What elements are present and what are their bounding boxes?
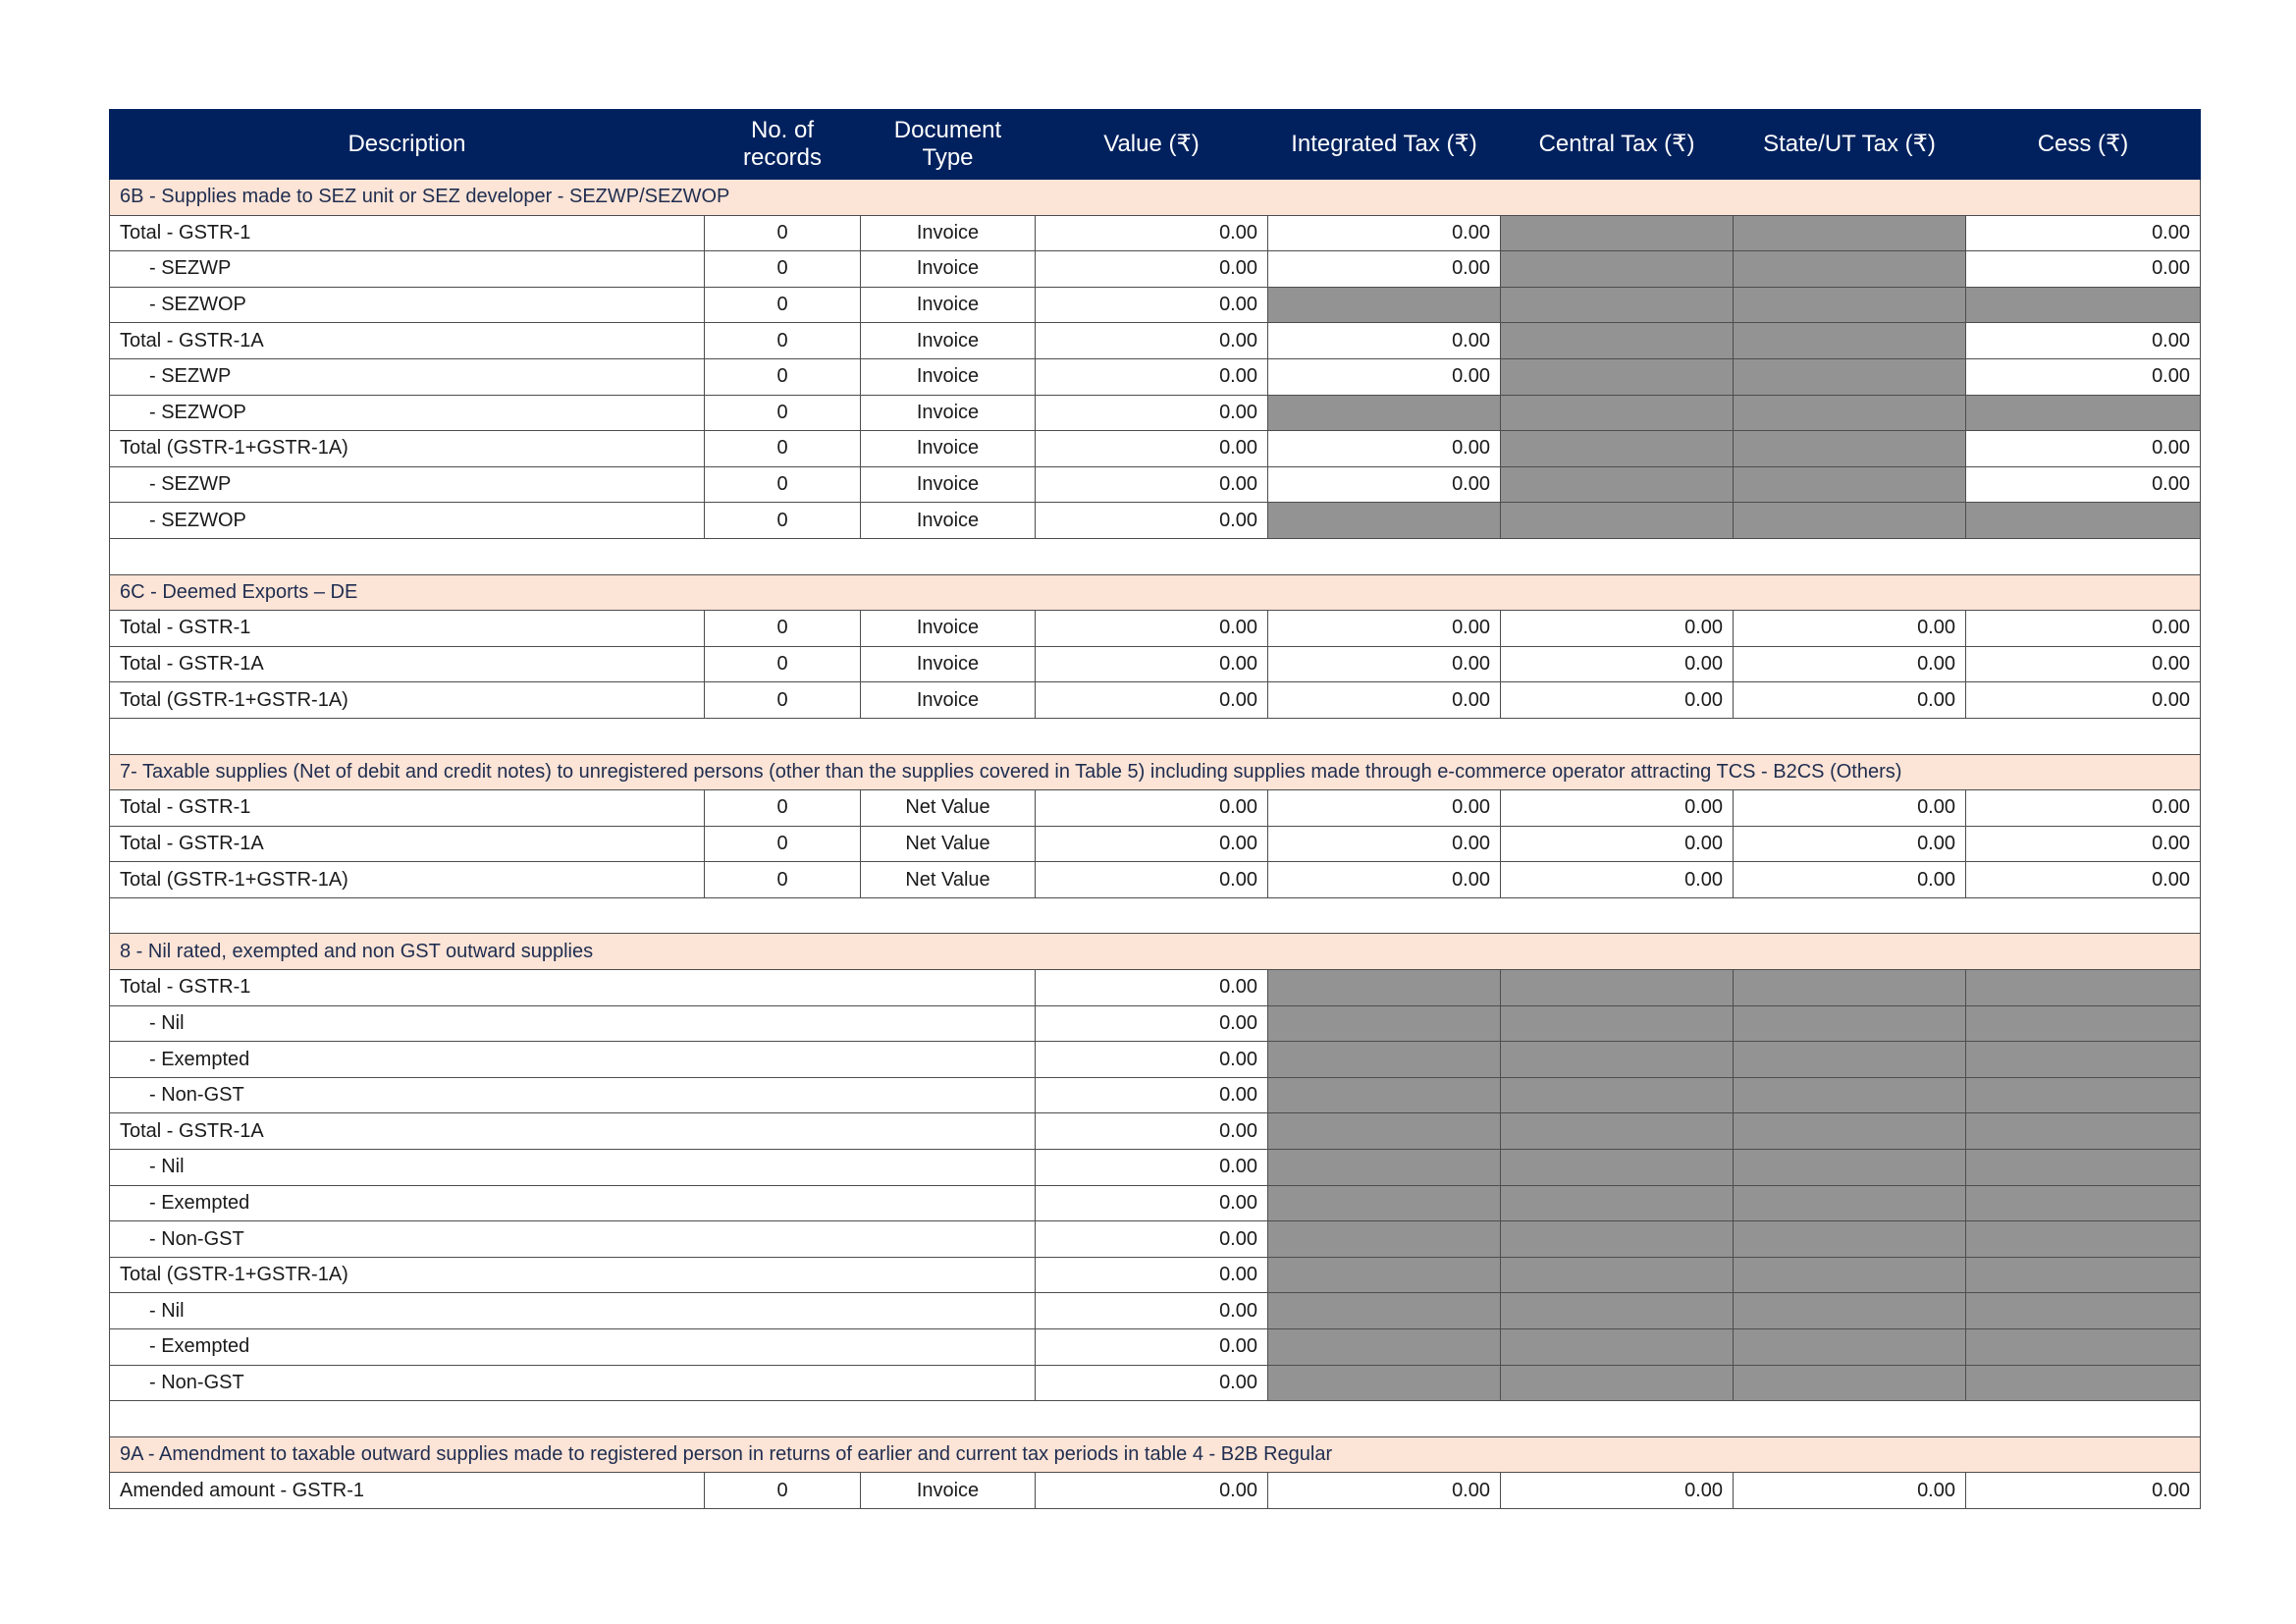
cell-integrated-tax: 0.00 bbox=[1268, 790, 1501, 827]
disabled-cell-state-ut-tax bbox=[1734, 970, 1966, 1006]
cell-cess: 0.00 bbox=[1966, 358, 2201, 395]
header-value: Value (₹) bbox=[1036, 110, 1268, 180]
cell-document-type: Invoice bbox=[861, 466, 1036, 503]
cell-no-of-records: 0 bbox=[705, 862, 861, 898]
cell-value: 0.00 bbox=[1036, 323, 1268, 359]
disabled-cell-integrated-tax bbox=[1268, 1005, 1501, 1042]
disabled-cell-state-ut-tax bbox=[1734, 431, 1966, 467]
cell-value: 0.00 bbox=[1036, 1365, 1268, 1401]
cell-value: 0.00 bbox=[1036, 1473, 1268, 1509]
table-row bbox=[110, 1257, 2201, 1293]
disabled-cell-central-tax bbox=[1501, 1329, 1734, 1366]
row-description: Total - GSTR-1A bbox=[110, 646, 705, 682]
table-row bbox=[110, 1221, 2201, 1258]
row-description: - SEZWP bbox=[110, 358, 705, 395]
table-row bbox=[110, 682, 2201, 719]
cell-state-ut-tax: 0.00 bbox=[1734, 682, 1966, 719]
cell-value: 0.00 bbox=[1036, 1257, 1268, 1293]
cell-value: 0.00 bbox=[1036, 1221, 1268, 1258]
cell-document-type: Invoice bbox=[861, 682, 1036, 719]
spacer-cell bbox=[110, 1401, 2201, 1437]
disabled-cell-state-ut-tax bbox=[1734, 1257, 1966, 1293]
table-row bbox=[110, 323, 2201, 359]
disabled-cell-central-tax bbox=[1501, 1293, 1734, 1329]
disabled-cell-central-tax bbox=[1501, 503, 1734, 539]
spacer-row bbox=[110, 897, 2201, 934]
row-description: - Non-GST bbox=[110, 1365, 1036, 1401]
disabled-cell-cess bbox=[1966, 1365, 2201, 1401]
disabled-cell-integrated-tax bbox=[1268, 1329, 1501, 1366]
row-description: Total - GSTR-1 bbox=[110, 970, 1036, 1006]
cell-value: 0.00 bbox=[1036, 431, 1268, 467]
header-no-of-records: No. of records bbox=[705, 110, 861, 180]
table-row bbox=[110, 1150, 2201, 1186]
row-description: Total (GSTR-1+GSTR-1A) bbox=[110, 1257, 1036, 1293]
row-description: - Exempted bbox=[110, 1329, 1036, 1366]
row-description: Total - GSTR-1A bbox=[110, 826, 705, 862]
cell-central-tax: 0.00 bbox=[1501, 1473, 1734, 1509]
table-row bbox=[110, 1113, 2201, 1150]
section-title: 9A - Amendment to taxable outward supplies made to registered person in returns of earlier and current tax periods in table 4 - B2B Regular bbox=[110, 1436, 2201, 1473]
disabled-cell-integrated-tax bbox=[1268, 287, 1501, 323]
cell-document-type: Net Value bbox=[861, 790, 1036, 827]
cell-state-ut-tax: 0.00 bbox=[1734, 646, 1966, 682]
table-row bbox=[110, 466, 2201, 503]
cell-value: 0.00 bbox=[1036, 395, 1268, 431]
cell-value: 0.00 bbox=[1036, 826, 1268, 862]
row-description: - Exempted bbox=[110, 1185, 1036, 1221]
cell-state-ut-tax: 0.00 bbox=[1734, 790, 1966, 827]
table-row bbox=[110, 503, 2201, 539]
disabled-cell-cess bbox=[1966, 970, 2201, 1006]
disabled-cell-central-tax bbox=[1501, 466, 1734, 503]
table-row bbox=[110, 395, 2201, 431]
cell-state-ut-tax: 0.00 bbox=[1734, 1473, 1966, 1509]
cell-central-tax: 0.00 bbox=[1501, 826, 1734, 862]
cell-no-of-records: 0 bbox=[705, 395, 861, 431]
cell-no-of-records: 0 bbox=[705, 611, 861, 647]
cell-value: 0.00 bbox=[1036, 1005, 1268, 1042]
header-description: Description bbox=[110, 110, 705, 180]
row-description: - Nil bbox=[110, 1005, 1036, 1042]
disabled-cell-cess bbox=[1966, 1150, 2201, 1186]
disabled-cell-state-ut-tax bbox=[1734, 1329, 1966, 1366]
cell-document-type: Invoice bbox=[861, 251, 1036, 288]
row-description: Total - GSTR-1 bbox=[110, 790, 705, 827]
row-description: - Non-GST bbox=[110, 1077, 1036, 1113]
section-title: 6C - Deemed Exports – DE bbox=[110, 574, 2201, 611]
disabled-cell-central-tax bbox=[1501, 1042, 1734, 1078]
disabled-cell-integrated-tax bbox=[1268, 1077, 1501, 1113]
cell-integrated-tax: 0.00 bbox=[1268, 251, 1501, 288]
cell-integrated-tax: 0.00 bbox=[1268, 862, 1501, 898]
table-row bbox=[110, 611, 2201, 647]
cell-no-of-records: 0 bbox=[705, 646, 861, 682]
cell-cess: 0.00 bbox=[1966, 611, 2201, 647]
cell-value: 0.00 bbox=[1036, 1113, 1268, 1150]
table-row bbox=[110, 646, 2201, 682]
cell-value: 0.00 bbox=[1036, 1185, 1268, 1221]
row-description: - Nil bbox=[110, 1293, 1036, 1329]
cell-no-of-records: 0 bbox=[705, 503, 861, 539]
cell-document-type: Invoice bbox=[861, 358, 1036, 395]
disabled-cell-integrated-tax bbox=[1268, 1113, 1501, 1150]
disabled-cell-cess bbox=[1966, 1329, 2201, 1366]
cell-value: 0.00 bbox=[1036, 1150, 1268, 1186]
cell-no-of-records: 0 bbox=[705, 358, 861, 395]
disabled-cell-central-tax bbox=[1501, 1077, 1734, 1113]
table-row bbox=[110, 1042, 2201, 1078]
cell-integrated-tax: 0.00 bbox=[1268, 358, 1501, 395]
cell-state-ut-tax: 0.00 bbox=[1734, 826, 1966, 862]
cell-value: 0.00 bbox=[1036, 970, 1268, 1006]
cell-no-of-records: 0 bbox=[705, 682, 861, 719]
row-description: Total - GSTR-1 bbox=[110, 611, 705, 647]
disabled-cell-integrated-tax bbox=[1268, 1257, 1501, 1293]
disabled-cell-state-ut-tax bbox=[1734, 1042, 1966, 1078]
section-header-row bbox=[110, 180, 2201, 216]
disabled-cell-cess bbox=[1966, 395, 2201, 431]
row-description: Total (GSTR-1+GSTR-1A) bbox=[110, 862, 705, 898]
cell-value: 0.00 bbox=[1036, 287, 1268, 323]
cell-document-type: Net Value bbox=[861, 826, 1036, 862]
row-description: Amended amount - GSTR-1 bbox=[110, 1473, 705, 1509]
disabled-cell-central-tax bbox=[1501, 1365, 1734, 1401]
cell-integrated-tax: 0.00 bbox=[1268, 826, 1501, 862]
cell-document-type: Invoice bbox=[861, 215, 1036, 251]
header-cess: Cess (₹) bbox=[1966, 110, 2201, 180]
cell-document-type: Net Value bbox=[861, 862, 1036, 898]
cell-no-of-records: 0 bbox=[705, 790, 861, 827]
table-row bbox=[110, 1365, 2201, 1401]
cell-value: 0.00 bbox=[1036, 682, 1268, 719]
disabled-cell-state-ut-tax bbox=[1734, 1365, 1966, 1401]
row-description: - SEZWOP bbox=[110, 287, 705, 323]
disabled-cell-central-tax bbox=[1501, 215, 1734, 251]
disabled-cell-state-ut-tax bbox=[1734, 1221, 1966, 1258]
disabled-cell-central-tax bbox=[1501, 970, 1734, 1006]
cell-document-type: Invoice bbox=[861, 503, 1036, 539]
cell-integrated-tax: 0.00 bbox=[1268, 323, 1501, 359]
disabled-cell-integrated-tax bbox=[1268, 503, 1501, 539]
table-row bbox=[110, 251, 2201, 288]
spacer-row bbox=[110, 538, 2201, 574]
disabled-cell-central-tax bbox=[1501, 358, 1734, 395]
disabled-cell-cess bbox=[1966, 1005, 2201, 1042]
header-central-tax: Central Tax (₹) bbox=[1501, 110, 1734, 180]
section-title: 6B - Supplies made to SEZ unit or SEZ developer - SEZWP/SEZWOP bbox=[110, 180, 2201, 216]
disabled-cell-central-tax bbox=[1501, 395, 1734, 431]
cell-central-tax: 0.00 bbox=[1501, 646, 1734, 682]
table-row bbox=[110, 790, 2201, 827]
cell-cess: 0.00 bbox=[1966, 862, 2201, 898]
cell-document-type: Invoice bbox=[861, 1473, 1036, 1509]
cell-value: 0.00 bbox=[1036, 1293, 1268, 1329]
row-description: Total (GSTR-1+GSTR-1A) bbox=[110, 431, 705, 467]
table-row bbox=[110, 431, 2201, 467]
row-description: - SEZWP bbox=[110, 466, 705, 503]
cell-cess: 0.00 bbox=[1966, 251, 2201, 288]
cell-state-ut-tax: 0.00 bbox=[1734, 862, 1966, 898]
spacer-row bbox=[110, 718, 2201, 754]
cell-cess: 0.00 bbox=[1966, 826, 2201, 862]
disabled-cell-integrated-tax bbox=[1268, 1042, 1501, 1078]
disabled-cell-cess bbox=[1966, 1185, 2201, 1221]
disabled-cell-integrated-tax bbox=[1268, 970, 1501, 1006]
disabled-cell-state-ut-tax bbox=[1734, 215, 1966, 251]
spacer-cell bbox=[110, 538, 2201, 574]
cell-value: 0.00 bbox=[1036, 1042, 1268, 1078]
disabled-cell-central-tax bbox=[1501, 1005, 1734, 1042]
cell-central-tax: 0.00 bbox=[1501, 862, 1734, 898]
disabled-cell-integrated-tax bbox=[1268, 1150, 1501, 1186]
cell-cess: 0.00 bbox=[1966, 790, 2201, 827]
cell-no-of-records: 0 bbox=[705, 431, 861, 467]
cell-central-tax: 0.00 bbox=[1501, 790, 1734, 827]
disabled-cell-central-tax bbox=[1501, 1257, 1734, 1293]
disabled-cell-central-tax bbox=[1501, 1221, 1734, 1258]
row-description: Total - GSTR-1A bbox=[110, 323, 705, 359]
header-document-type: Document Type bbox=[861, 110, 1036, 180]
disabled-cell-central-tax bbox=[1501, 323, 1734, 359]
section-header-row bbox=[110, 934, 2201, 970]
cell-no-of-records: 0 bbox=[705, 287, 861, 323]
disabled-cell-state-ut-tax bbox=[1734, 358, 1966, 395]
cell-no-of-records: 0 bbox=[705, 323, 861, 359]
gstr-summary-table bbox=[109, 109, 2201, 1509]
disabled-cell-central-tax bbox=[1501, 1185, 1734, 1221]
spacer-row bbox=[110, 1401, 2201, 1437]
cell-integrated-tax: 0.00 bbox=[1268, 682, 1501, 719]
row-description: - SEZWP bbox=[110, 251, 705, 288]
row-description: Total - GSTR-1A bbox=[110, 1113, 1036, 1150]
cell-integrated-tax: 0.00 bbox=[1268, 215, 1501, 251]
disabled-cell-central-tax bbox=[1501, 251, 1734, 288]
spacer-cell bbox=[110, 718, 2201, 754]
disabled-cell-state-ut-tax bbox=[1734, 1077, 1966, 1113]
table-row bbox=[110, 1329, 2201, 1366]
disabled-cell-state-ut-tax bbox=[1734, 1150, 1966, 1186]
disabled-cell-state-ut-tax bbox=[1734, 466, 1966, 503]
row-description: - Non-GST bbox=[110, 1221, 1036, 1258]
cell-integrated-tax: 0.00 bbox=[1268, 466, 1501, 503]
table-row bbox=[110, 826, 2201, 862]
cell-no-of-records: 0 bbox=[705, 215, 861, 251]
cell-cess: 0.00 bbox=[1966, 215, 2201, 251]
cell-value: 0.00 bbox=[1036, 358, 1268, 395]
table-row bbox=[110, 1185, 2201, 1221]
table-row bbox=[110, 287, 2201, 323]
cell-no-of-records: 0 bbox=[705, 826, 861, 862]
disabled-cell-central-tax bbox=[1501, 431, 1734, 467]
cell-no-of-records: 0 bbox=[705, 466, 861, 503]
disabled-cell-cess bbox=[1966, 1293, 2201, 1329]
disabled-cell-cess bbox=[1966, 1113, 2201, 1150]
cell-cess: 0.00 bbox=[1966, 431, 2201, 467]
disabled-cell-state-ut-tax bbox=[1734, 395, 1966, 431]
disabled-cell-state-ut-tax bbox=[1734, 1113, 1966, 1150]
header-state-ut-tax: State/UT Tax (₹) bbox=[1734, 110, 1966, 180]
disabled-cell-integrated-tax bbox=[1268, 1293, 1501, 1329]
table-row bbox=[110, 1473, 2201, 1509]
cell-cess: 0.00 bbox=[1966, 466, 2201, 503]
cell-value: 0.00 bbox=[1036, 1077, 1268, 1113]
disabled-cell-state-ut-tax bbox=[1734, 1293, 1966, 1329]
table-row bbox=[110, 1293, 2201, 1329]
cell-central-tax: 0.00 bbox=[1501, 611, 1734, 647]
cell-document-type: Invoice bbox=[861, 611, 1036, 647]
disabled-cell-state-ut-tax bbox=[1734, 251, 1966, 288]
row-description: - Exempted bbox=[110, 1042, 1036, 1078]
cell-value: 0.00 bbox=[1036, 862, 1268, 898]
header-integrated-tax: Integrated Tax (₹) bbox=[1268, 110, 1501, 180]
disabled-cell-state-ut-tax bbox=[1734, 1005, 1966, 1042]
disabled-cell-integrated-tax bbox=[1268, 1221, 1501, 1258]
row-description: - SEZWOP bbox=[110, 395, 705, 431]
row-description: - SEZWOP bbox=[110, 503, 705, 539]
cell-cess: 0.00 bbox=[1966, 323, 2201, 359]
cell-integrated-tax: 0.00 bbox=[1268, 646, 1501, 682]
table-row bbox=[110, 862, 2201, 898]
cell-integrated-tax: 0.00 bbox=[1268, 431, 1501, 467]
cell-state-ut-tax: 0.00 bbox=[1734, 611, 1966, 647]
section-title: 7- Taxable supplies (Net of debit and credit notes) to unregistered persons (other than the supplies covered in Table 5) including supplies made through e-commerce operator attracting TCS - B2CS (Others) bbox=[110, 754, 2201, 790]
spacer-cell bbox=[110, 897, 2201, 934]
disabled-cell-cess bbox=[1966, 1077, 2201, 1113]
cell-value: 0.00 bbox=[1036, 1329, 1268, 1366]
table-row bbox=[110, 970, 2201, 1006]
cell-central-tax: 0.00 bbox=[1501, 682, 1734, 719]
section-header-row bbox=[110, 754, 2201, 790]
disabled-cell-cess bbox=[1966, 1221, 2201, 1258]
disabled-cell-integrated-tax bbox=[1268, 1365, 1501, 1401]
section-header-row bbox=[110, 574, 2201, 611]
cell-value: 0.00 bbox=[1036, 503, 1268, 539]
cell-document-type: Invoice bbox=[861, 395, 1036, 431]
cell-value: 0.00 bbox=[1036, 251, 1268, 288]
disabled-cell-integrated-tax bbox=[1268, 395, 1501, 431]
disabled-cell-central-tax bbox=[1501, 1150, 1734, 1186]
cell-cess: 0.00 bbox=[1966, 646, 2201, 682]
table-row bbox=[110, 1077, 2201, 1113]
disabled-cell-central-tax bbox=[1501, 1113, 1734, 1150]
table-row bbox=[110, 1005, 2201, 1042]
table-header-row bbox=[110, 110, 2201, 180]
disabled-cell-cess bbox=[1966, 503, 2201, 539]
disabled-cell-state-ut-tax bbox=[1734, 503, 1966, 539]
cell-no-of-records: 0 bbox=[705, 1473, 861, 1509]
disabled-cell-central-tax bbox=[1501, 287, 1734, 323]
cell-value: 0.00 bbox=[1036, 646, 1268, 682]
cell-value: 0.00 bbox=[1036, 611, 1268, 647]
row-description: Total (GSTR-1+GSTR-1A) bbox=[110, 682, 705, 719]
cell-cess: 0.00 bbox=[1966, 1473, 2201, 1509]
disabled-cell-state-ut-tax bbox=[1734, 323, 1966, 359]
cell-document-type: Invoice bbox=[861, 323, 1036, 359]
cell-cess: 0.00 bbox=[1966, 682, 2201, 719]
cell-integrated-tax: 0.00 bbox=[1268, 1473, 1501, 1509]
cell-no-of-records: 0 bbox=[705, 251, 861, 288]
cell-value: 0.00 bbox=[1036, 215, 1268, 251]
table-row bbox=[110, 215, 2201, 251]
disabled-cell-cess bbox=[1966, 287, 2201, 323]
disabled-cell-cess bbox=[1966, 1042, 2201, 1078]
row-description: - Nil bbox=[110, 1150, 1036, 1186]
disabled-cell-cess bbox=[1966, 1257, 2201, 1293]
table-body bbox=[110, 180, 2201, 1509]
row-description: Total - GSTR-1 bbox=[110, 215, 705, 251]
section-title: 8 - Nil rated, exempted and non GST outward supplies bbox=[110, 934, 2201, 970]
cell-value: 0.00 bbox=[1036, 466, 1268, 503]
disabled-cell-integrated-tax bbox=[1268, 1185, 1501, 1221]
disabled-cell-state-ut-tax bbox=[1734, 1185, 1966, 1221]
cell-document-type: Invoice bbox=[861, 431, 1036, 467]
cell-document-type: Invoice bbox=[861, 287, 1036, 323]
cell-integrated-tax: 0.00 bbox=[1268, 611, 1501, 647]
cell-value: 0.00 bbox=[1036, 790, 1268, 827]
cell-document-type: Invoice bbox=[861, 646, 1036, 682]
section-header-row bbox=[110, 1436, 2201, 1473]
table-row bbox=[110, 358, 2201, 395]
disabled-cell-state-ut-tax bbox=[1734, 287, 1966, 323]
